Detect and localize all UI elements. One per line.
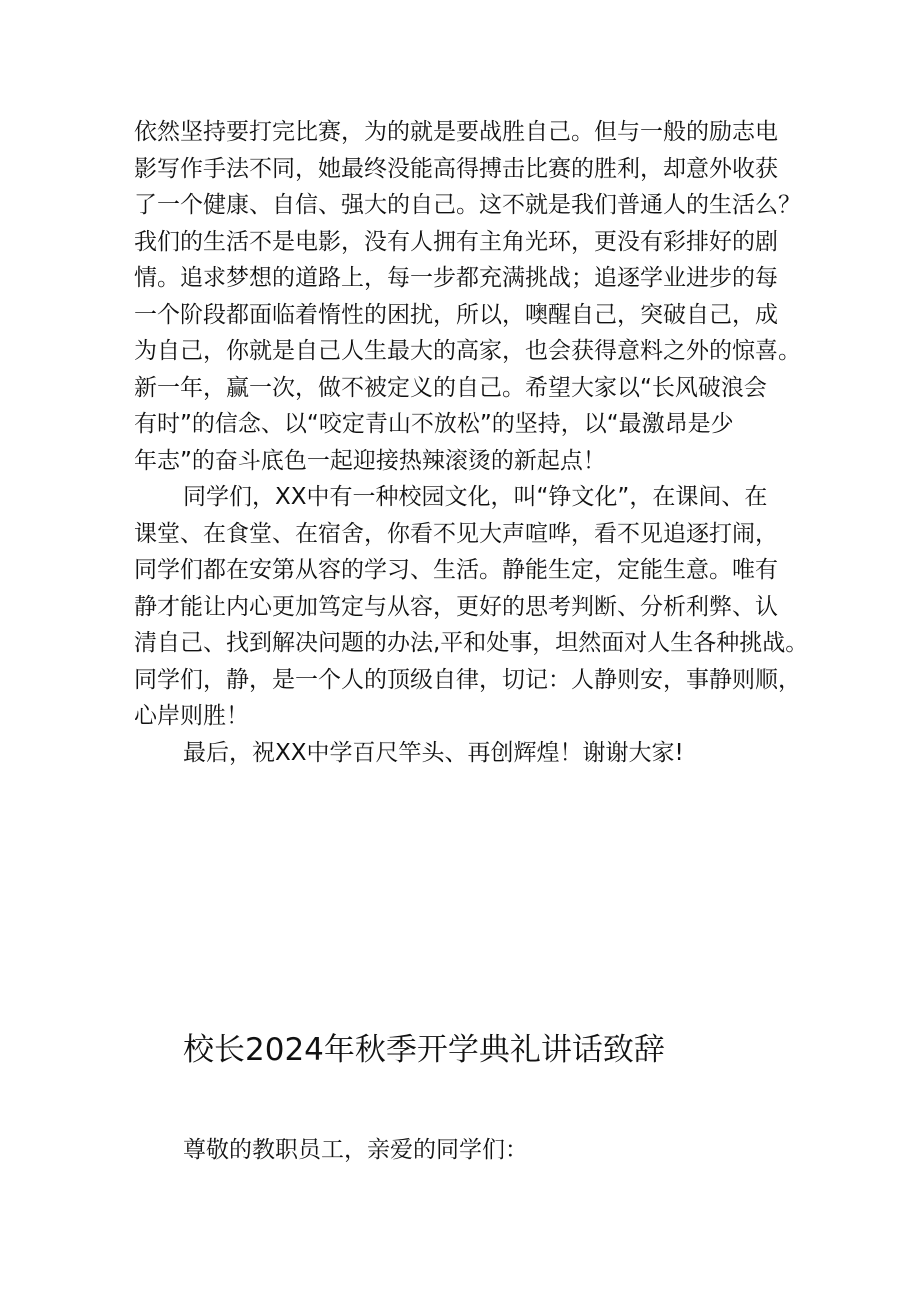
salutation: 尊敬的教职员工，亲爱的同学们： bbox=[183, 1137, 528, 1163]
speech-body bbox=[134, 114, 834, 771]
paragraph-line: 最后，祝XX中学百尺竿头、再创辉煌！谢谢大家! bbox=[183, 739, 684, 766]
paragraph-line: 静才能让内心更加笃定与从容，更好的思考判断、分析利弊、认 bbox=[134, 593, 778, 620]
speech-title: 校长2024年秋季开学典礼讲话致辞 bbox=[183, 1032, 665, 1068]
paragraph-line: 课堂、在食堂、在宿舍，你看不见大声喧哗，看不见追逐打闹， bbox=[134, 520, 778, 547]
paragraph-line: 一个阶段都面临着惰性的困扰，所以，噢醒自己，突破自己，成 bbox=[134, 301, 778, 328]
paragraph-line: 我们的生活不是电影，没有人拥有主角光环，更没有彩排好的剧 bbox=[134, 228, 778, 255]
paragraph-line: 影写作手法不同，她最终没能高得搏击比赛的胜利，却意外收获 bbox=[134, 155, 778, 182]
paragraph-line: 心岸则胜！ bbox=[134, 703, 249, 729]
paragraph-line: 年志”的奋斗底色一起迎接热辣滚烫的新起点！ bbox=[134, 447, 606, 474]
paragraph-line: 同学们都在安第从容的学习、生活。静能生定，定能生意。唯有 bbox=[134, 557, 778, 583]
paragraph-line: 同学们，XX中有一种校园文化，叫“铮文化”，在课间、在 bbox=[183, 484, 768, 510]
paragraph-line: 了一个健康、自信、强大的自己。这不就是我们普通人的生活么？ bbox=[134, 192, 801, 218]
paragraph-line: 依然坚持要打完比赛，为的就是要战胜自己。但与一般的励志电 bbox=[134, 119, 778, 145]
paragraph-line: 同学们，静，是一个人的顶级自律，切记：人静则安，事静则顺， bbox=[134, 666, 801, 693]
paragraph-line: 有时”的信念、以“咬定青山不放松”的坚持，以“最激昂是少 bbox=[134, 411, 734, 437]
paragraph-line: 情。追求梦想的道路上，每一步都充满挑战；追逐学业进步的每 bbox=[134, 265, 778, 291]
paragraph-line: 为自己，你就是自己人生最大的高家，也会获得意料之外的惊喜。 bbox=[134, 338, 801, 364]
paragraph-line: 清自己、找到解决问题的办法,平和处事，坦然面对人生各种挑战。 bbox=[134, 630, 809, 656]
paragraph-line: 新一年，赢一次，做不被定义的自己。希望大家以“长风破浪会 bbox=[134, 374, 767, 401]
